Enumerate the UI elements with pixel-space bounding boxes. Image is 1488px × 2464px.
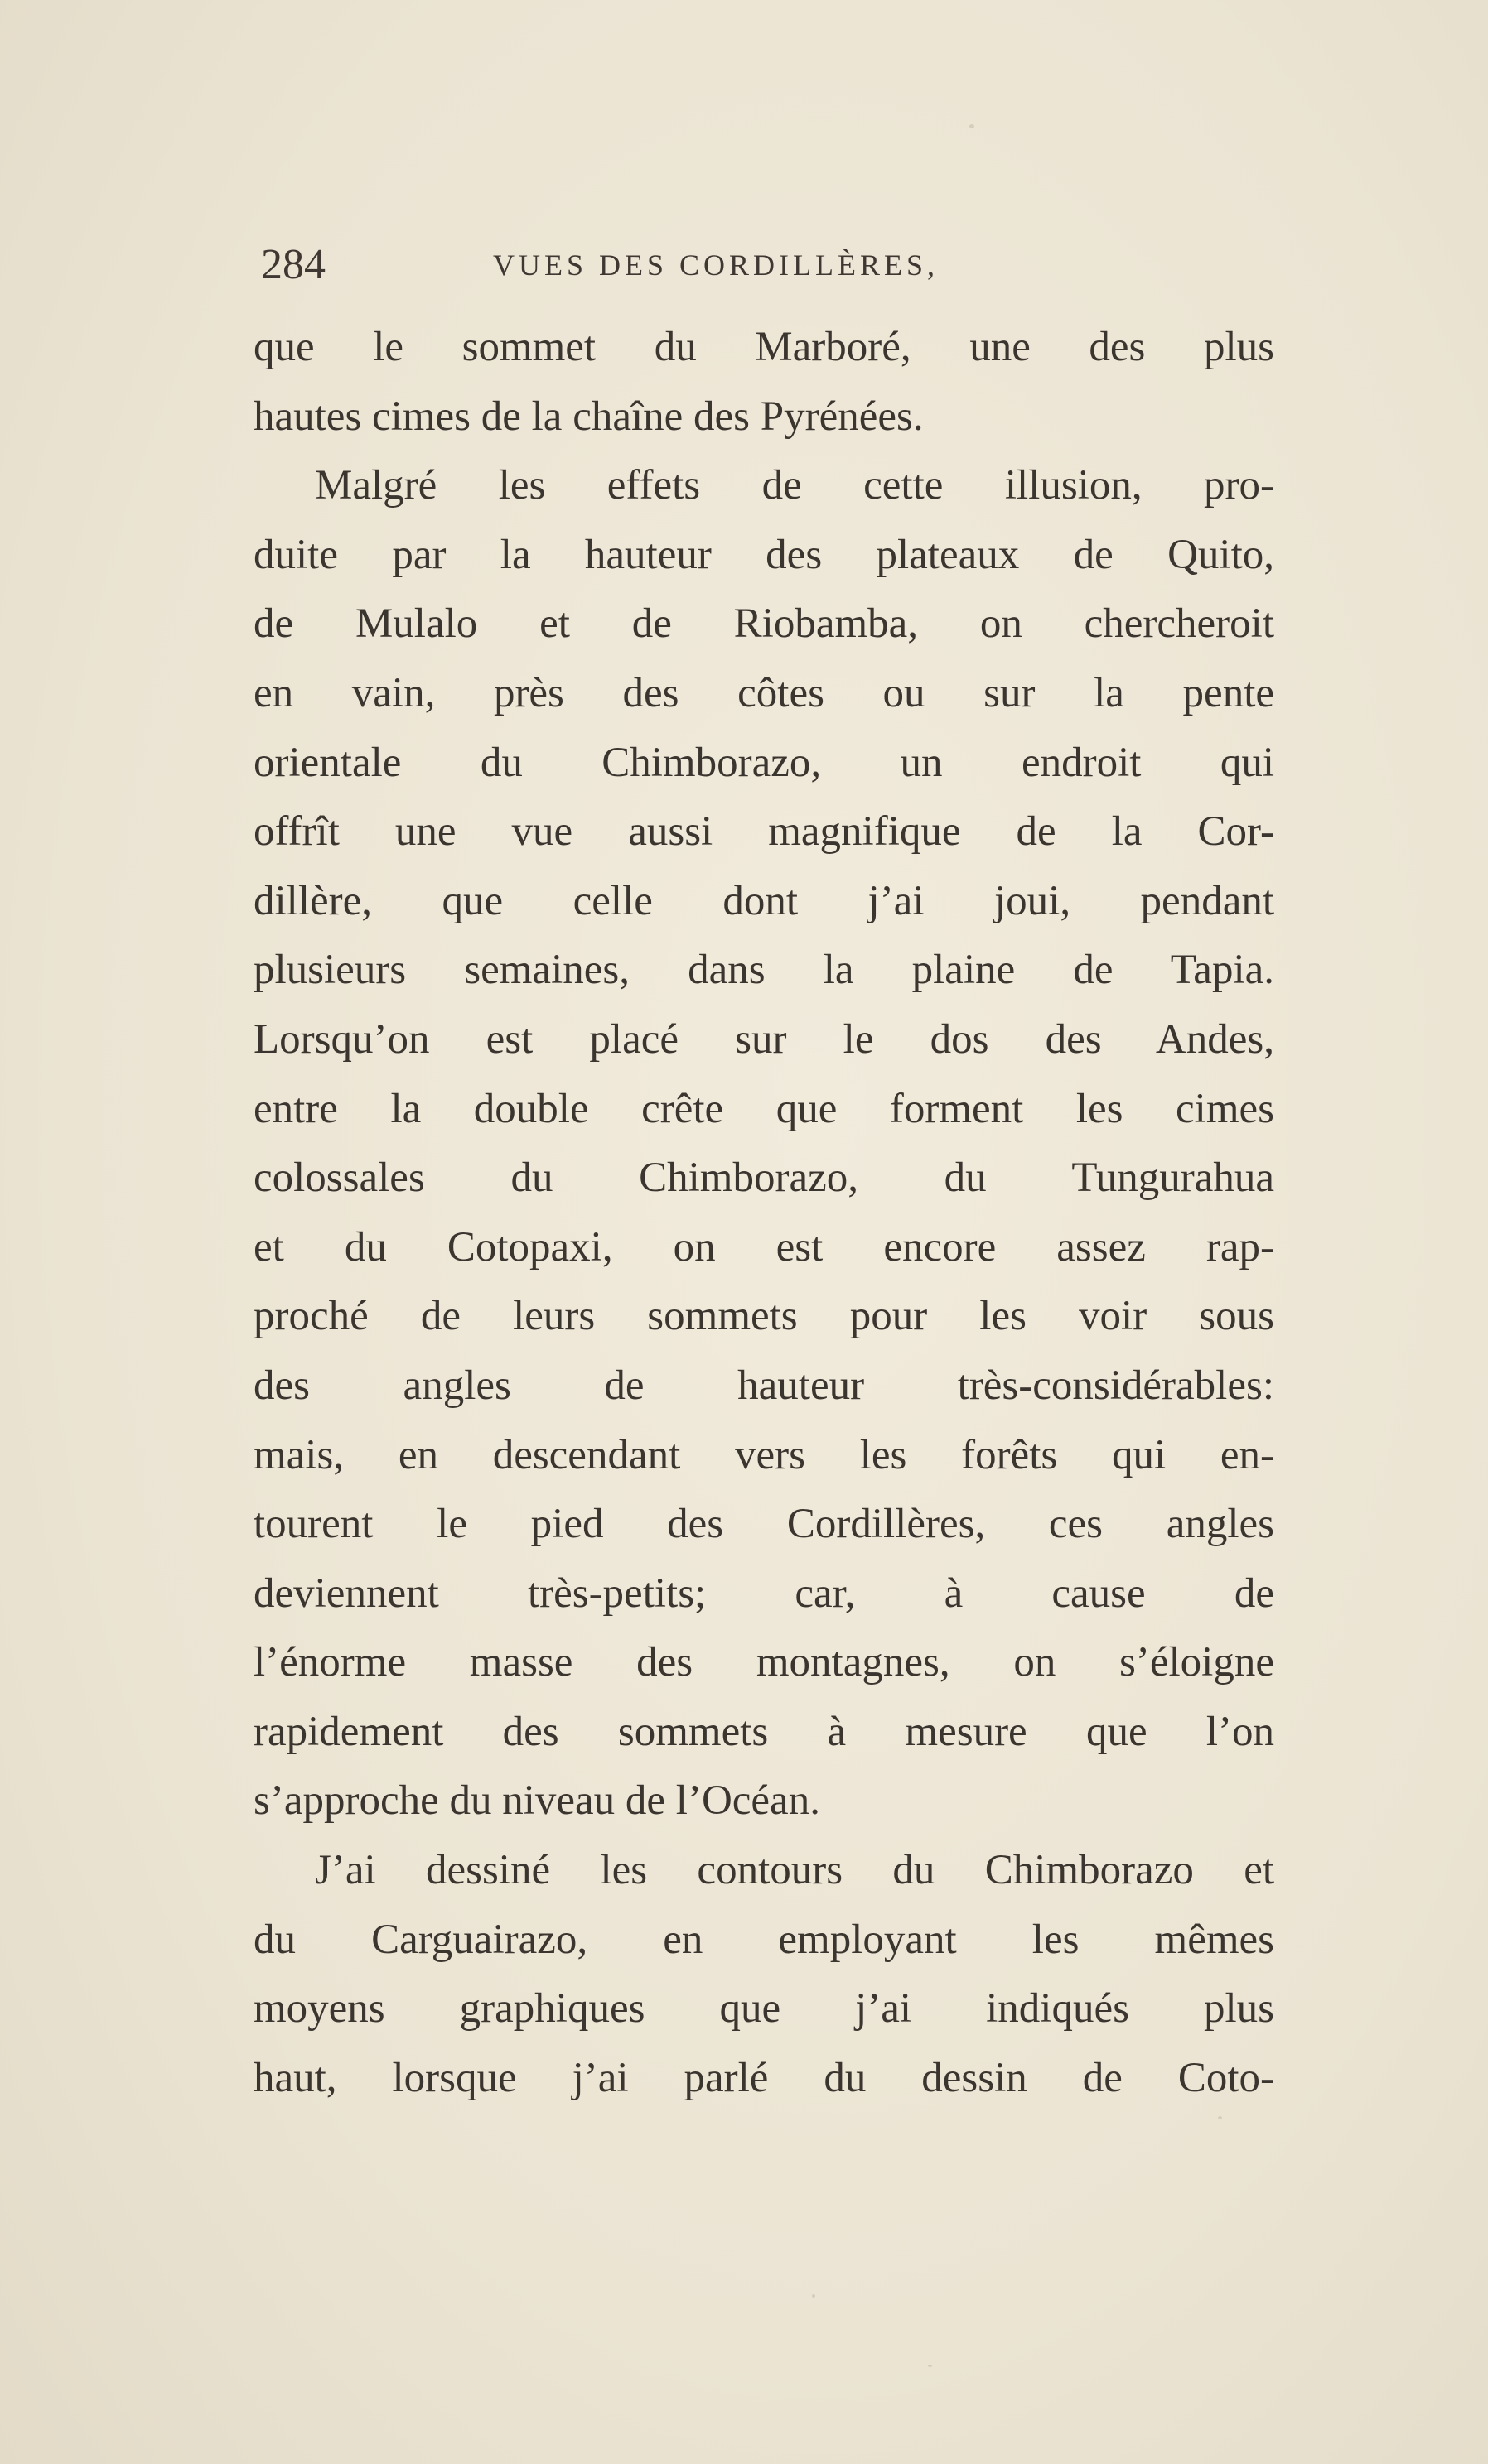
text-line: hautes cimes de la chaîne des Pyrénées. (254, 393, 924, 440)
text-line: duite par la hauteur des plateaux de Quito, (254, 531, 1274, 578)
paper-speck (969, 124, 974, 128)
paper-speck (812, 2294, 815, 2298)
text-line: et du Cotopaxi, on est encore assez rap- (254, 1223, 1274, 1271)
text-line: colossales du Chimborazo, du Tungurahua (254, 1155, 1274, 1202)
text-line: tourent le pied des Cordillères, ces angles (254, 1501, 1274, 1548)
text-line: du Carguairazo, en employant les mêmes (254, 1916, 1274, 1963)
text-line: moyens graphiques que j’ai indiqués plus (254, 1985, 1274, 2032)
text-line: s’approche du niveau de l’Océan. (254, 1777, 820, 1825)
paragraph-first-line: J’ai dessiné les contours du Chimborazo et (315, 1847, 1274, 1894)
running-title: VUES DES CORDILLÈRES, (493, 248, 940, 282)
text-line: en vain, près des côtes ou sur la pente (254, 669, 1274, 716)
body-text (254, 313, 1274, 2113)
text-line: haut, lorsque j’ai parlé du dessin de Coto- (254, 2054, 1274, 2101)
text-line: l’énorme masse des montagnes, on s’éloigne (254, 1639, 1274, 1686)
page-header (261, 236, 1048, 294)
text-line: Lorsqu’on est placé sur le dos des Andes, (254, 1015, 1274, 1063)
text-line: offrît une vue aussi magnifique de la Cor- (254, 808, 1274, 856)
paragraph-first-line: Malgré les effets de cette illusion, pro- (315, 462, 1274, 509)
paper-speck (1218, 2116, 1222, 2119)
text-line: rapidement des sommets à mesure que l’on (254, 1708, 1274, 1755)
text-line: mais, en descendant vers les forêts qui en- (254, 1431, 1274, 1478)
text-line: deviennent très-petits; car, à cause de (254, 1570, 1274, 1617)
text-line: proché de leurs sommets pour les voir sous (254, 1293, 1274, 1340)
text-line: entre la double crête que forment les cimes (254, 1085, 1274, 1132)
text-line: plusieurs semaines, dans la plaine de Tapia. (254, 947, 1274, 994)
text-line: orientale du Chimborazo, un endroit qui (254, 739, 1274, 786)
text-line: dillère, que celle dont j’ai joui, pendant (254, 877, 1274, 924)
page-number: 284 (261, 241, 326, 288)
text-line: que le sommet du Marboré, une des plus (254, 324, 1274, 370)
text-line: des angles de hauteur très-considérables: (254, 1362, 1274, 1409)
text-line: de Mulalo et de Riobamba, on chercheroit (254, 600, 1274, 648)
paper-speck (928, 2365, 932, 2367)
